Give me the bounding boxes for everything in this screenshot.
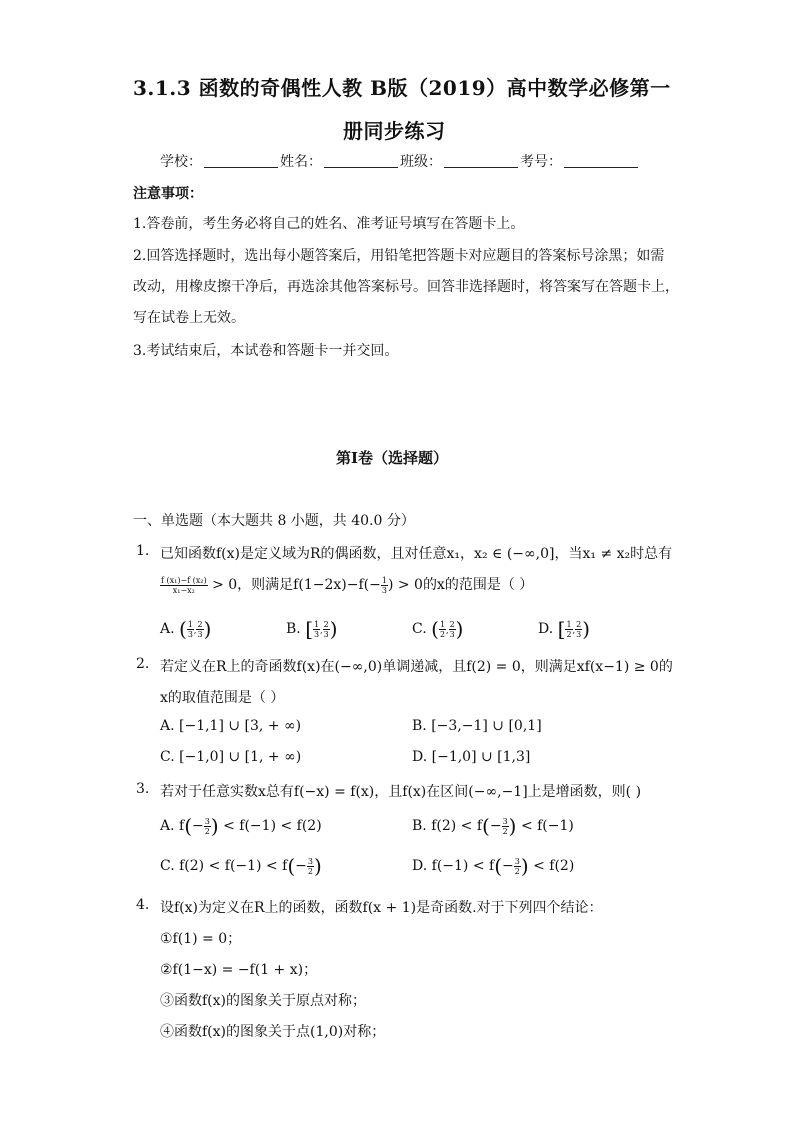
q1-fraction: $\frac{\text{f (x₁)−f (x₂)}}{\text{x₁−x₂}}$ [161,575,207,595]
q1-option-a[interactable]: A. ( $\frac{1}{3}$ , $\frac{2}{3}$ ) [160,617,212,641]
q3-line1: 若对于任意实数x总有f(−x) = f(x)，且f(x)在区间(−∞,−1]上是增函数，则( ) [160,784,642,800]
q4-conclusion-1: ①f(1) = 0； [160,931,242,947]
q2-line1: 若定义在R上的奇函数f(x)在(−∞,0)单调递减，且f(2) = 0，则满足xf(x−1) ≥ 0的 [160,659,673,675]
q3-number: 3. [136,781,150,797]
q2-option-d[interactable]: D. [−1,0] ∪ [1,3] [412,749,531,765]
q2-line2: x的取值范围是（ ） [160,690,285,706]
id-label: 考号： [520,154,562,170]
q4-number: 4. [136,897,150,913]
notice-item-1: 1.答卷前，考生务必将自己的姓名、准考证号填写在答题卡上。 [133,216,525,232]
class-label: 班级： [400,154,442,170]
q1-option-c[interactable]: C. ( $\frac{1}{2}$ , $\frac{2}{3}$ ) [412,617,464,641]
q1-minus-third: $\frac{1}{3}$ [381,575,387,595]
q2-option-a[interactable]: A. [−1,1] ∪ [3, + ∞) [160,718,302,734]
page-title-line2: 册同步练习 [343,119,446,143]
q1-option-d[interactable]: D. [ $\frac{1}{2}$ , $\frac{2}{3}$ ) [538,617,590,641]
q2-option-c[interactable]: C. [−1,0] ∪ [1, + ∞) [160,749,302,765]
school-label: 学校： [160,154,202,170]
student-info-row [160,151,640,171]
q3-option-d[interactable]: D. f(−1) < f(− $\frac{3}{2}$ ) < f(2) [412,854,575,878]
q1-line2: $\frac{\text{f (x₁)−f (x₂)}}{\text{x₁−x₂}}$ > 0，则满足f(1−2x)−f(− $\frac{1}{3}$ ) > 0的x的范围是（ ） [161,575,534,595]
q3-option-b[interactable]: B. f(2) < f(− $\frac{3}{2}$ ) < f(−1) [412,814,574,838]
section-single-choice-heading: 一、单选题（本大题共 8 小题，共 40.0 分） [133,513,415,529]
q3-option-a[interactable]: A. f(− $\frac{3}{2}$ ) < f(−1) < f(2) [160,814,322,838]
q2-option-b[interactable]: B. [−3,−1] ∪ [0,1] [412,718,542,734]
name-blank[interactable] [324,153,398,168]
q4-conclusion-4: ④函数f(x)的图象关于点(1,0)对称； [160,1024,386,1040]
notice-item-2-line1: 2.回答选择题时，选出每小题答案后，用铅笔把答题卡对应题目的答案标号涂黑；如需 [133,248,665,264]
q1-number: 1. [136,543,150,559]
notice-heading: 注意事项： [133,186,203,202]
q3-option-c[interactable]: C. f(2) < f(−1) < f(− $\frac{3}{2}$ ) [160,854,322,878]
q4-line1: 设f(x)为定义在R上的函数，函数f(x + 1)是奇函数.对于下列四个结论： [160,900,603,916]
part-one-title: 第I卷（选择题） [336,449,449,467]
notice-item-2-line3: 写在试卷上无效。 [133,310,245,326]
q1-line1: 已知函数f(x)是定义域为R的偶函数，且对任意x₁，x₂ ∈ (−∞,0]，当x₁ ≠ x₂时总有 [160,546,673,562]
id-blank[interactable] [564,153,638,168]
name-label: 姓名： [280,154,322,170]
notice-item-2-line2: 改动，用橡皮擦干净后，再选涂其他答案标号。回答非选择题时，将答案写在答题卡上， [133,279,679,295]
q2-number: 2. [136,656,150,672]
q4-conclusion-2: ②f(1−x) = −f(1 + x)； [160,962,318,978]
school-blank[interactable] [204,153,278,168]
notice-item-3: 3.考试结束后，本试卷和答题卡一并交回。 [133,343,399,359]
page-title-line1: 3.1.3 函数的奇偶性人教 B版（2019）高中数学必修第一 [133,76,671,100]
q1-option-b[interactable]: B. [ $\frac{1}{3}$ , $\frac{2}{3}$ ) [286,617,338,641]
class-blank[interactable] [444,153,518,168]
q4-conclusion-3: ③函数f(x)的图象关于原点对称； [160,993,367,1009]
